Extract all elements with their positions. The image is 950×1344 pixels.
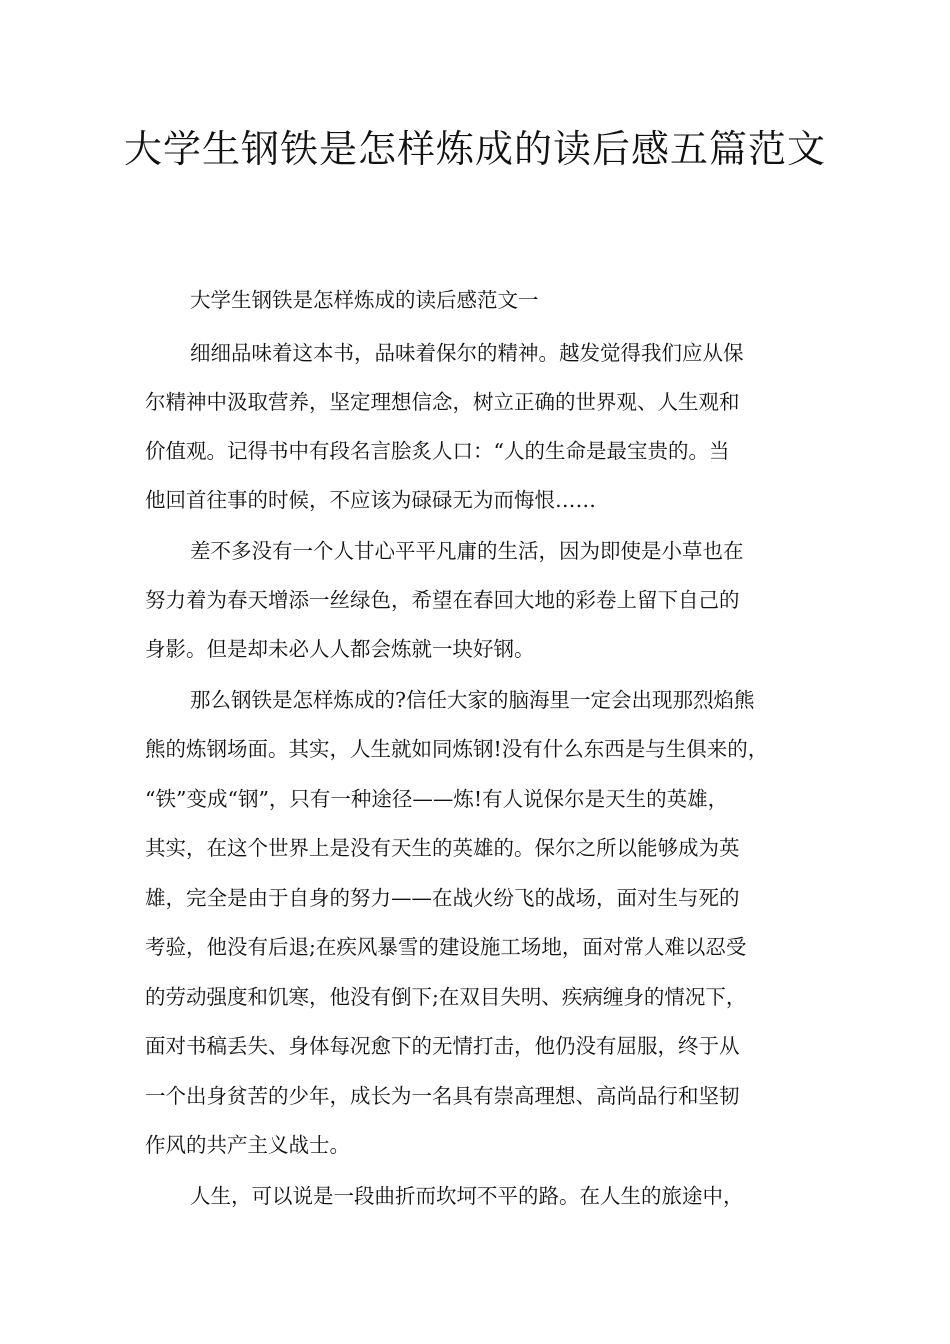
text-line: 的劳动强度和饥寒，他没有倒下;在双目失明、疾病缠身的情况下， — [145, 985, 747, 1009]
text-line: 其实，在这个世界上是没有天生的英雄的。保尔之所以能够成为英 — [145, 836, 740, 860]
text-line: 雄，完全是由于自身的努力——在战火纷飞的战场，面对生与死的 — [145, 886, 740, 910]
text-line: 价值观。记得书中有段名言脍炙人口：“人的生命是最宝贵的。当 — [145, 439, 730, 463]
text-line: 身影。但是却未必人人都会炼就一块好钢。 — [145, 637, 535, 661]
text-line: 人生，可以说是一段曲折而坎坷不平的路。在人生的旅途中， — [190, 1184, 744, 1208]
text-line: 努力着为春天增添一丝绿色，希望在春回大地的彩卷上留下自己的 — [145, 588, 740, 612]
text-line: 他回首往事的时候，不应该为碌碌无为而悔恨…… — [145, 488, 596, 512]
text-line: 作风的共产主义战士。 — [145, 1133, 350, 1157]
text-line: 一个出身贫苦的少年，成长为一名具有崇高理想、高尚品行和坚韧 — [145, 1084, 740, 1108]
text-line: 细细品味着这本书，品味着保尔的精神。越发觉得我们应从保 — [190, 341, 744, 365]
text-line: 那么钢铁是怎样炼成的?信任大家的脑海里一定会出现那烈焰熊 — [190, 688, 755, 712]
text-line: 面对书稿丢失、身体每况愈下的无情打击，他仍没有屈服，终于从 — [145, 1034, 740, 1058]
section-heading: 大学生钢铁是怎样炼成的读后感范文一 — [190, 288, 539, 312]
text-line: 尔精神中汲取营养，坚定理想信念，树立正确的世界观、人生观和 — [145, 390, 740, 414]
text-line: 考验，他没有后退;在疾风暴雪的建设施工场地，面对常人难以忍受 — [145, 935, 747, 959]
text-line: 熊的炼钢场面。其实，人生就如同炼钢!没有什么东西是与生俱来的， — [145, 737, 769, 761]
document-title: 大学生钢铁是怎样炼成的读后感五篇范文 — [123, 127, 826, 171]
text-line: 差不多没有一个人甘心平平凡庸的生活，因为即使是小草也在 — [190, 539, 744, 563]
text-line: “铁”变成“钢”，只有一种途径——炼!有人说保尔是天生的英雄， — [145, 787, 729, 811]
